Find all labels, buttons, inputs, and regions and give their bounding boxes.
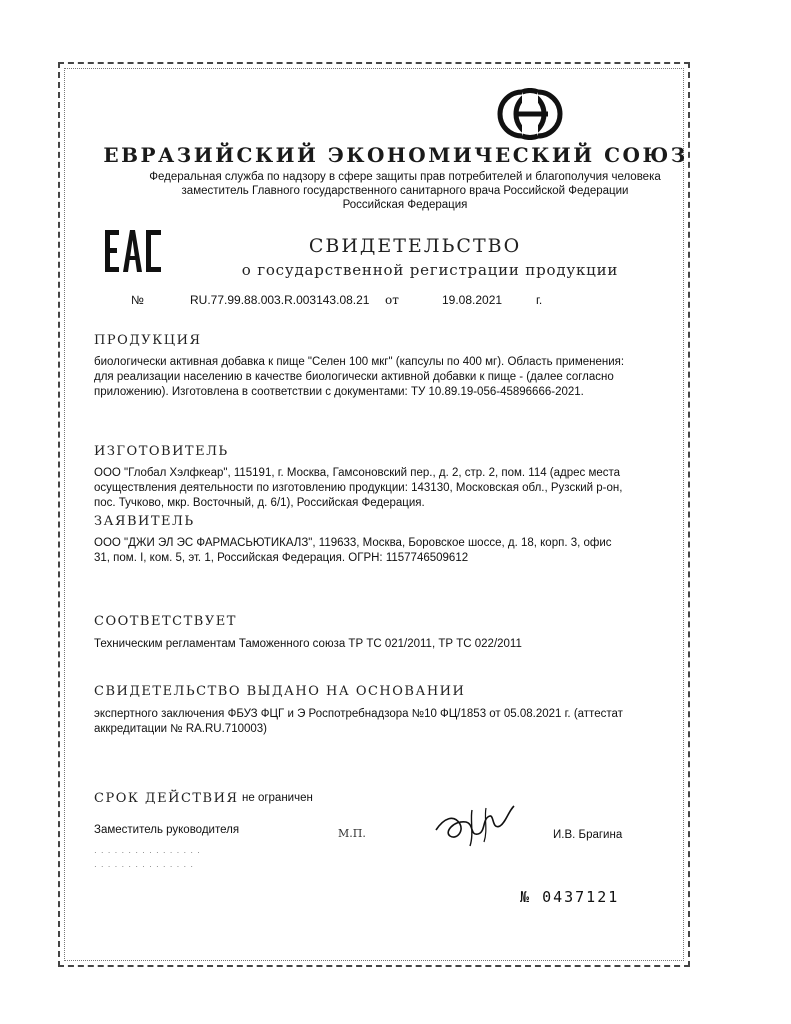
product-line: для реализации населению в качестве биологически активной добавки к пище - (далее согласно <box>94 371 614 383</box>
manufacturer-line: пос. Тучково, мкр. Восточный, д. 6/1), Российская Федерация. <box>94 497 425 509</box>
authority-line: Федеральная служба по надзору в сфере защиты прав потребителей и благополучия человека <box>149 171 661 183</box>
applicant-line: ООО "ДЖИ ЭЛ ЭС ФАРМАСЬЮТИКАЛЗ", 119633, Москва, Боровское шоссе, д. 18, корп. 3, офис <box>94 537 612 549</box>
issuing-authority <box>90 170 720 212</box>
basis-line: аккредитации № RA.RU.710003) <box>94 723 268 735</box>
certificate-subtitle: о государственной регистрации продукции <box>241 261 619 279</box>
basis-section-body <box>94 707 623 737</box>
compliance-section-body <box>94 637 522 652</box>
validity-value: не ограничен <box>242 792 313 804</box>
validity-section-title: СРОК ДЕЙСТВИЯ <box>94 791 239 806</box>
applicant-line: 31, пом. I, ком. 5, эт. 1, Российская Федерация. ОГРН: 1157746509612 <box>94 552 469 564</box>
blank-number-label: № <box>520 888 532 906</box>
product-line: приложению). Изготовлена в соответствии с документами: ТУ 10.89.19-056-45896666-2021. <box>94 386 584 398</box>
number-label: № <box>131 293 144 307</box>
signature-icon <box>430 800 520 855</box>
union-title: ЕВРАЗИЙСКИЙ ЭКОНОМИЧЕСКИЙ СОЮЗ <box>103 143 688 167</box>
authority-line: заместитель Главного государственного санитарного врача Российской Федерации <box>181 185 629 197</box>
signatory-name: И.В. Брагина <box>553 829 623 841</box>
product-section-body <box>94 355 624 400</box>
blank-number <box>520 888 619 906</box>
faded-print-line: · · · · · · · · · · · · · · · <box>94 862 195 871</box>
faded-print-line: · · · · · · · · · · · · · · · · <box>94 848 201 857</box>
date-label: от <box>385 293 399 307</box>
registration-number: RU.77.99.88.003.R.003143.08.21 <box>190 293 370 307</box>
stamp-mark: М.П. <box>338 827 366 840</box>
se-logo-icon <box>496 88 564 145</box>
manufacturer-section-title: ИЗГОТОВИТЕЛЬ <box>94 444 229 459</box>
compliance-section-title: СООТВЕТСТВУЕТ <box>94 614 237 629</box>
manufacturer-section-body <box>94 466 622 511</box>
manufacturer-line: осуществления деятельности по изготовлению продукции: 143130, Московская обл., Рузский р-он, <box>94 482 623 494</box>
manufacturer-line: ООО "Глобал Хэлфкеар", 115191, г. Москва, Гамсоновский пер., д. 2, стр. 2, пом. 114 (адрес места <box>94 467 621 479</box>
certificate-title: СВИДЕТЕЛЬСТВО <box>308 235 522 257</box>
compliance-line: Техническим регламентам Таможенного союза ТР ТС 021/2011, ТР ТС 022/2011 <box>94 638 522 650</box>
registration-date: 19.08.2021 <box>442 293 503 307</box>
year-suffix: г. <box>536 293 543 307</box>
product-section-title: ПРОДУКЦИЯ <box>94 333 202 348</box>
applicant-section-body <box>94 536 612 566</box>
basis-line: экспертного заключения ФБУЗ ФЦГ и Э Роспотребнадзора №10 ФЦ/1853 от 05.08.2021 г. (аттестат <box>94 708 623 720</box>
signatory-position: Заместитель руководителя <box>94 824 240 836</box>
authority-line: Российская Федерация <box>342 199 468 211</box>
basis-section-title: СВИДЕТЕЛЬСТВО ВЫДАНО НА ОСНОВАНИИ <box>94 684 466 699</box>
blank-number-value: 0437121 <box>542 888 620 906</box>
product-line: биологически активная добавка к пище "Селен 100 мкг" (капсулы по 400 мг). Область применения: <box>94 356 625 368</box>
applicant-section-title: ЗАЯВИТЕЛЬ <box>94 514 195 529</box>
